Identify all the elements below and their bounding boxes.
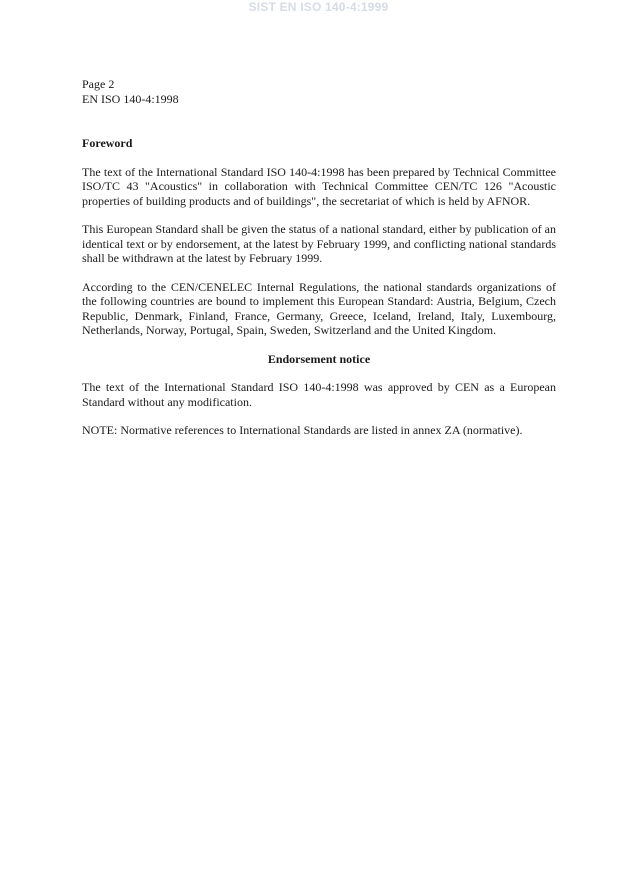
- foreword-paragraph-2: This European Standard shall be given the status of a national standard, either by publication of an identical text or by endorsement, at the latest by February 1999, and conflicting national standards shall be withdrawn at the latest by February 1999.: [82, 222, 556, 265]
- normative-note: NOTE: Normative references to International Standards are listed in annex ZA (normative).: [82, 423, 523, 437]
- page-header: [82, 77, 179, 107]
- document-watermark: SIST EN ISO 140-4:1999: [248, 0, 389, 14]
- endorsement-paragraph: The text of the International Standard ISO 140-4:1998 was approved by CEN as a European Standard without any modification.: [82, 380, 556, 409]
- page-number: Page 2: [82, 77, 115, 91]
- document-body: [82, 136, 556, 438]
- standard-reference: EN ISO 140-4:1998: [82, 92, 179, 106]
- foreword-paragraph-3: According to the CEN/CENELEC Internal Regulations, the national standards organizations of the following countries are bound to implement this European Standard: Austria, Belgium, Czech Republic, Denmark, Finland, France, Germany, Greece, Iceland, Ireland, Italy, Luxembourg, Netherlands, Norway, Portugal, Spain, Sweden, Switzerland and the United Kingdom.: [82, 279, 556, 337]
- endorsement-heading: Endorsement notice: [267, 351, 371, 366]
- foreword-paragraph-1: The text of the International Standard ISO 140-4:1998 has been prepared by Technical Committee ISO/TC 43 "Acoustics" in collaboration with Technical Committee CEN/TC 126 "Acoustic properties of building products and of buildings", the secretariat of which is held by AFNOR.: [82, 164, 556, 208]
- foreword-heading: Foreword: [82, 136, 133, 150]
